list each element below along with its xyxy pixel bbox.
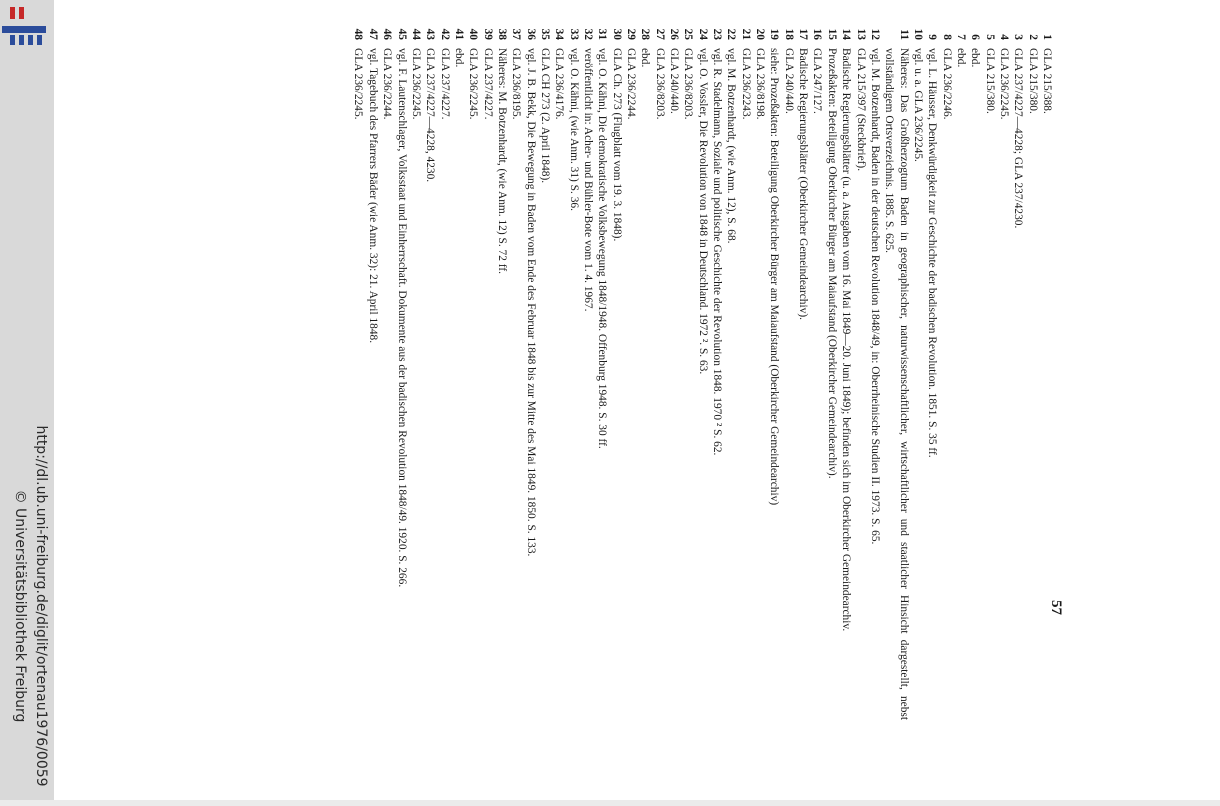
- endnote-text: GLA 236/2245.: [352, 48, 365, 120]
- endnote-number: 32: [582, 28, 594, 40]
- endnote-number: 41: [452, 28, 465, 40]
- endnote-number: 39: [481, 28, 494, 40]
- endnote-text: Näheres: Das Großherzogtum Baden in geographischer, naturwissenschaftlicher, wirtschaftlicher und staatlicher Hinsicht dargestellt, nebst vollständigem Ortsverzeichnis. 1885. S. 625.: [883, 48, 910, 720]
- endnote-text: ebd.: [639, 48, 652, 68]
- endnote-item: [882, 20, 911, 720]
- source-url[interactable]: http://dl.ub.uni-freiburg.de/diglit/ortenau1976/0059: [33, 425, 49, 787]
- endnote-text: GLA 237/4227—4228, 4230.: [424, 48, 437, 183]
- endnote-number: 26: [668, 28, 681, 40]
- endnote-item: [982, 20, 996, 720]
- endnote-number: 15: [825, 28, 838, 40]
- endnote-item: [767, 20, 781, 720]
- endnote-text: GLA 236/2244.: [625, 48, 638, 120]
- endnote-item: [624, 20, 638, 720]
- endnote-item: [1011, 20, 1025, 720]
- endnote-number: 21: [739, 28, 752, 40]
- endnote-item: [409, 20, 423, 720]
- endnote-item: [825, 20, 839, 720]
- endnote-text: Näheres: M. Botzenhardt, (wie Anm. 12) S. 72 ff.: [495, 48, 508, 274]
- endnote-text: GLA 236/2243.: [739, 48, 752, 120]
- endnote-item: [495, 20, 509, 720]
- endnote-number: 44: [409, 28, 422, 40]
- endnote-text: GLA 236/2246.: [940, 48, 953, 120]
- endnote-number: 25: [682, 28, 695, 40]
- endnote-text: siehe: Prozeßakten: Beteiligung Oberkircher Bürger am Maiaufstand (Oberkircher Gemeindearchiv): [768, 48, 781, 506]
- endnote-text: vgl. J. B. Bekk, Die Bewegung in Baden vom Ende des Februar 1848 bis zur Mitte des Mai 1849. 1850. S. 133.: [524, 48, 537, 557]
- endnote-item: [609, 20, 623, 720]
- endnote-item: [667, 20, 681, 720]
- endnote-text: vgl. R. Stadelmann, Soziale und politische Geschichte der Revolution 1848. 1970 ² S. 62.: [711, 48, 724, 456]
- endnote-number: 19: [768, 28, 781, 40]
- endnote-item: [351, 20, 365, 720]
- endnote-item: [911, 20, 925, 720]
- endnote-number: 36: [524, 28, 537, 40]
- endnote-number: 48: [352, 28, 365, 40]
- endnote-number: 23: [711, 28, 724, 40]
- endnote-item: [796, 20, 810, 720]
- endnote-text: GLA 236/8203.: [682, 48, 695, 120]
- endnote-text: GLA 215/380.: [1026, 48, 1039, 114]
- endnote-number: 24: [696, 28, 709, 40]
- endnote-text: GLA 237/4227.: [481, 48, 494, 120]
- endnote-item: [724, 20, 738, 720]
- scanned-page: [54, 0, 1220, 800]
- endnote-text: Badische Regierungsblätter (Oberkircher Gemeindearchiv).: [797, 48, 810, 320]
- endnote-number: 2: [1026, 34, 1039, 40]
- endnote-number: 40: [467, 28, 480, 40]
- endnote-item: [695, 20, 709, 720]
- endnote-number: 30: [610, 28, 623, 40]
- endnote-text: GLA 237/4227.: [438, 48, 451, 120]
- endnote-item: [394, 20, 408, 720]
- endnote-text: ebd.: [969, 48, 982, 68]
- endnote-text: GLA 236/8198.: [754, 48, 767, 120]
- endnote-number: 12: [868, 28, 881, 40]
- page-number: 57: [1048, 600, 1064, 615]
- endnote-text: ebd.: [452, 48, 465, 68]
- endnote-text: veröffentlicht in: Acher- und Bühler-Bote vom 1. 4. 1967.: [582, 48, 594, 312]
- endnote-item: [810, 20, 824, 720]
- endnote-number: 35: [538, 28, 551, 40]
- endnote-text: GLA 236/2244.: [381, 48, 394, 120]
- endnote-item: [523, 20, 537, 720]
- endnote-item: [423, 20, 437, 720]
- endnote-item: [366, 20, 380, 720]
- endnote-number: 37: [510, 28, 523, 40]
- endnote-item: [466, 20, 480, 720]
- endnote-item: [868, 20, 882, 720]
- endnote-number: 16: [811, 28, 824, 40]
- endnote-item: [452, 20, 466, 720]
- endnote-text: GLA 215/388.: [1041, 48, 1053, 114]
- endnote-item: [595, 20, 609, 720]
- endnote-number: 7: [954, 34, 967, 40]
- endnote-number: 28: [639, 28, 652, 40]
- endnote-text: Prozeßakten: Beteiligung Oberkircher Bürger am Maiaufstand (Oberkircher Gemeindearchiv).: [825, 48, 838, 479]
- source-info: [3, 406, 51, 806]
- endnote-number: 45: [395, 28, 408, 40]
- endnote-item: [939, 20, 953, 720]
- endnote-item: [839, 20, 853, 720]
- endnote-item: [681, 20, 695, 720]
- endnote-number: 8: [940, 34, 953, 40]
- endnote-text: GLA 236/2245.: [467, 48, 480, 120]
- endnote-number: 27: [653, 28, 666, 40]
- endnote-number: 38: [495, 28, 508, 40]
- viewer-sidebar: [0, 0, 54, 800]
- endnote-item: [1025, 20, 1039, 720]
- endnote-item: [509, 20, 523, 720]
- endnote-text: GLA 236/2245.: [409, 48, 422, 120]
- endnote-item: [638, 20, 652, 720]
- endnote-number: 14: [840, 28, 853, 40]
- endnote-text: GLA 236/8195.: [510, 48, 523, 120]
- endnote-item: [968, 20, 982, 720]
- endnote-text: ebd.: [954, 48, 967, 68]
- endnote-number: 31: [596, 28, 609, 40]
- endnote-text: GLA 237/4227—4228; GLA 237/4230.: [1012, 48, 1025, 229]
- endnote-number: 22: [725, 28, 738, 40]
- endnote-item: [380, 20, 394, 720]
- endnote-text: vgl. M. Botzenhardt, Baden in der deutschen Revolution 1848/49, in: Oberrheinische Studien II. 1973. S. 65.: [868, 48, 881, 545]
- endnote-item: [552, 20, 566, 720]
- endnote-text: GLA 240/440.: [782, 48, 795, 114]
- endnote-text: GLA 215/380.: [983, 48, 996, 114]
- endnote-item: [652, 20, 666, 720]
- endnote-item: [538, 20, 552, 720]
- endnote-text: GLA CH 273 (2. April 1848).: [538, 48, 551, 184]
- endnote-text: vgl. O. Vossler, Die Revolution von 1848 in Deutschland. 1972 ². S. 63.: [696, 48, 709, 375]
- endnote-text: GLA 236/4176.: [553, 48, 566, 120]
- endnote-number: 33: [567, 28, 580, 40]
- endnote-text: GLA 236/8203.: [653, 48, 666, 120]
- copyright-notice: © Universitätsbibliothek Freiburg: [12, 489, 28, 723]
- endnote-item: [925, 20, 939, 720]
- endnotes-list: [351, 20, 1054, 720]
- endnote-number: 18: [782, 28, 795, 40]
- endnote-text: GLA Ch. 273 (Flugblatt vom 19. 3. 1848).: [610, 48, 623, 242]
- endnote-number: 34: [553, 28, 566, 40]
- endnote-text: vgl. O. Kähni, (wie Anm. 31) S. 36.: [567, 48, 580, 211]
- endnote-number: 9: [926, 34, 939, 40]
- endnote-item: [954, 20, 968, 720]
- endnote-number: 4: [997, 34, 1010, 40]
- endnote-number: 6: [969, 34, 982, 40]
- endnote-number: 3: [1012, 34, 1025, 40]
- endnote-item: [753, 20, 767, 720]
- endnote-text: GLA 215/397 (Steckbrief).: [854, 48, 867, 172]
- endnote-item: [997, 20, 1011, 720]
- endnote-item: [480, 20, 494, 720]
- library-logo-icon[interactable]: [2, 2, 46, 48]
- endnote-number: 17: [797, 28, 810, 40]
- endnote-number: 13: [854, 28, 867, 40]
- endnote-number: 29: [625, 28, 638, 40]
- endnote-text: vgl. F. Lautenschlager, Volksstaat und Einherrschaft. Dokumente aus der badischen Revolution 1848/49. 1920. S. 266.: [395, 48, 408, 588]
- endnote-text: vgl. O. Kähni, Die demokratische Volksbewegung 1848/1948. Offenburg 1948. S. 30 ff.: [596, 48, 609, 449]
- endnote-number: 42: [438, 28, 451, 40]
- endnote-number: 46: [381, 28, 394, 40]
- endnote-number: 20: [754, 28, 767, 40]
- endnote-number: 1: [1041, 34, 1053, 40]
- endnote-item: [738, 20, 752, 720]
- endnote-number: 10: [911, 28, 924, 40]
- endnotes-block: [314, 20, 1064, 780]
- endnote-number: 47: [366, 28, 379, 40]
- endnote-text: GLA 236/2245.: [997, 48, 1010, 120]
- endnote-text: vgl. u. a. GLA 236/2245.: [911, 48, 924, 162]
- endnote-text: GLA 247/127.: [811, 48, 824, 114]
- endnote-item: [437, 20, 451, 720]
- endnote-text: vgl. Tagebuch des Pfarrers Bäder (wie Anm. 32): 21. April 1848.: [366, 48, 379, 344]
- endnote-item: [566, 20, 580, 720]
- endnote-item: [853, 20, 867, 720]
- endnote-item: [781, 20, 795, 720]
- endnote-number: 5: [983, 34, 996, 40]
- endnote-number: 11: [897, 29, 910, 40]
- endnote-number: 43: [424, 28, 437, 40]
- endnote-item: [1040, 20, 1054, 720]
- endnote-text: GLA 240/440.: [668, 48, 681, 114]
- endnote-item: [710, 20, 724, 720]
- endnote-text: Badische Regierungsblätter (u. a. Ausgaben vom 16. Mai 1849—20. Juni 1849); befinden sich im Oberkircher Gemeindearchiv.: [840, 48, 853, 632]
- endnote-text: vgl. L. Häusser, Denkwürdigkeit zur Geschichte der badischen Revolution. 1851. S. 35 ff.: [926, 48, 939, 458]
- endnote-item: [581, 20, 595, 720]
- endnote-text: vgl. M. Botzenhardt, (wie Anm. 12), S. 68.: [725, 48, 738, 244]
